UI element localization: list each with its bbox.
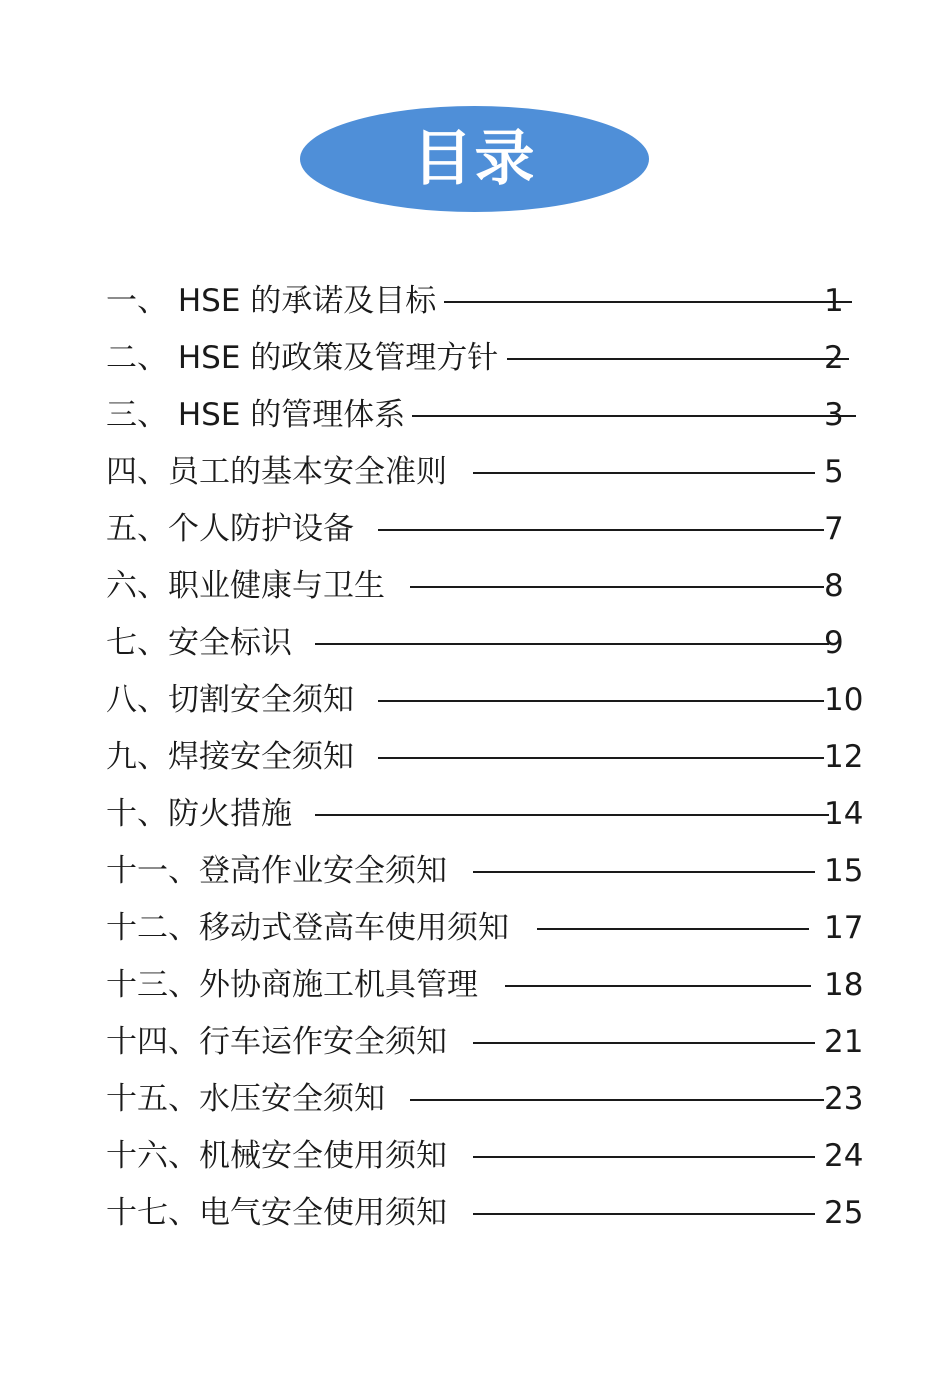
toc-entry-label: 十五、水压安全须知	[106, 1081, 385, 1117]
toc-leader-line	[444, 301, 852, 303]
toc-leader-line	[537, 928, 809, 930]
toc-entry-label: 六、职业健康与卫生	[106, 568, 385, 604]
toc-entry-label: 三、 HSE 的管理体系	[106, 397, 406, 433]
toc-page-number: 7	[824, 511, 844, 547]
toc-entry-label: 九、焊接安全须知	[106, 739, 354, 775]
toc-page-number: 17	[824, 910, 864, 946]
toc-entry-label: 十六、机械安全使用须知	[106, 1138, 447, 1174]
toc-page-number: 18	[824, 967, 864, 1003]
toc-page-number: 15	[824, 853, 864, 889]
toc-entry-label: 十四、行车运作安全须知	[106, 1024, 447, 1060]
toc-leader-line	[378, 700, 824, 702]
page-title: 目录	[412, 124, 537, 194]
toc-leader-line	[507, 358, 849, 360]
toc-page-number: 5	[824, 454, 844, 490]
toc-leader-line	[412, 415, 856, 417]
toc-page-number: 25	[824, 1195, 864, 1231]
toc-page-number: 3	[824, 397, 844, 433]
toc-leader-line	[315, 643, 829, 645]
toc-page-number: 2	[824, 340, 844, 376]
toc-entry-label: 一、 HSE 的承诺及目标	[106, 283, 437, 319]
toc-leader-line	[473, 1042, 815, 1044]
toc-entry-label: 十三、外协商施工机具管理	[106, 967, 478, 1003]
toc-entry-label: 五、个人防护设备	[106, 511, 354, 547]
toc-leader-line	[473, 871, 815, 873]
toc-leader-line	[410, 586, 824, 588]
toc-entry-label: 八、切割安全须知	[106, 682, 354, 718]
toc-leader-line	[315, 814, 829, 816]
toc-page-number: 14	[824, 796, 864, 832]
toc-entry-label: 四、员工的基本安全准则	[106, 454, 447, 490]
toc-leader-line	[378, 757, 824, 759]
toc-page-number: 21	[824, 1024, 864, 1060]
toc-page-number: 9	[824, 625, 844, 661]
toc-page-number: 1	[824, 283, 844, 319]
toc-page-number: 24	[824, 1138, 864, 1174]
toc-entry-label: 十一、登高作业安全须知	[106, 853, 447, 889]
toc-entry-label: 十二、移动式登高车使用须知	[106, 910, 509, 946]
toc-page-number: 23	[824, 1081, 864, 1117]
toc-entry-label: 二、 HSE 的政策及管理方针	[106, 340, 499, 376]
toc-leader-line	[473, 1213, 815, 1215]
toc-page-number: 10	[824, 682, 864, 718]
toc-entry-label: 七、安全标识	[106, 625, 292, 661]
toc-leader-line	[378, 529, 824, 531]
toc-entry-label: 十、防火措施	[106, 796, 292, 832]
toc-entry-label: 十七、电气安全使用须知	[106, 1195, 447, 1231]
toc-leader-line	[473, 1156, 815, 1158]
toc-page-number: 12	[824, 739, 864, 775]
toc-page-number: 8	[824, 568, 844, 604]
toc-leader-line	[473, 472, 815, 474]
toc-leader-line	[505, 985, 811, 987]
toc-leader-line	[410, 1099, 824, 1101]
